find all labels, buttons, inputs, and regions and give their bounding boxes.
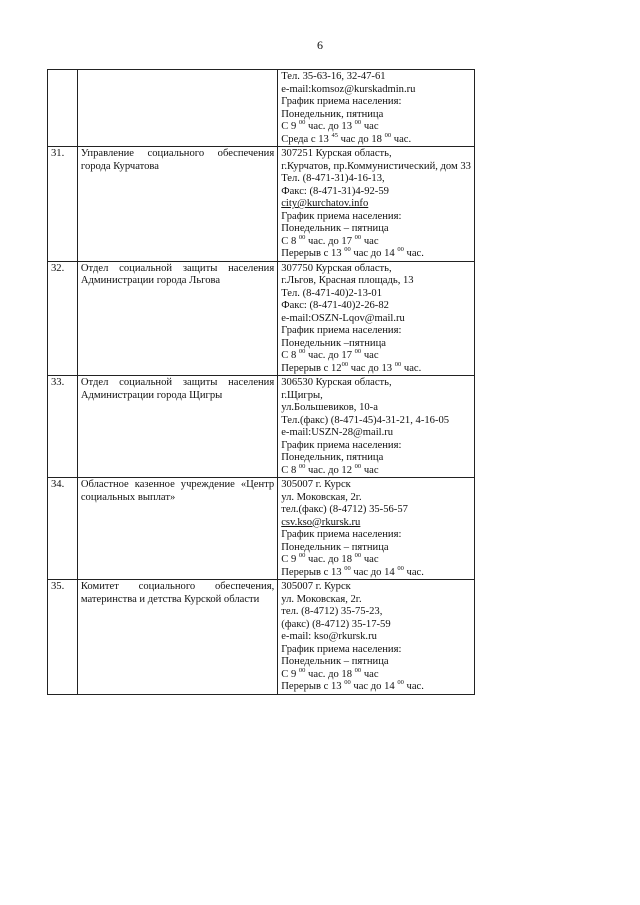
contact-line: С 8 $^{00}$ час. до 17 $^{00}$ час — [281, 233, 379, 247]
contact-line: График приема населения: — [281, 439, 402, 451]
contact-link[interactable]: city@kurchatov.info — [281, 198, 369, 209]
contact-line: С 8 $^{00}$ час. до 12 $^{00}$ час — [281, 462, 379, 476]
contact-line: Понедельник –пятница — [281, 337, 386, 349]
row-number: 34. — [48, 478, 78, 580]
table-row — [48, 147, 475, 262]
page-number: 6 — [317, 38, 323, 52]
row-number — [48, 70, 78, 147]
row-number: 31. — [48, 147, 78, 262]
contact-line: г.Курчатов, пр.Коммунистический, дом 33 — [281, 160, 471, 172]
organization-name: Областное казенное учреждение «Центр социальных выплат» — [77, 478, 277, 580]
contact-line: Тел. (8-471-40)2-13-01 — [281, 287, 383, 299]
contact-line: ул.Большевиков, 10-а — [281, 402, 378, 413]
contact-line: Перерыв с 13 $^{00}$ час до 14 $^{00}$ час. — [281, 564, 424, 578]
contact-line: Факс: (8-471-31)4-92-59 — [281, 185, 389, 197]
contact-line: Понедельник, пятница — [281, 108, 384, 120]
contact-line: С 9 $^{00}$ час. до 13 $^{00}$ час — [281, 119, 379, 132]
contact-link[interactable]: csv.kso@rkursk.ru — [281, 516, 361, 528]
contact-line: С 9 $^{00}$ час. до 18 $^{00}$ час — [281, 552, 379, 565]
contact-line: Факс: (8-471-40)2-26-82 — [281, 300, 389, 311]
contact-line: С 8 $^{00}$ час. до 17 $^{00}$ час — [281, 348, 379, 361]
contact-line: График приема населения: — [281, 96, 402, 107]
contact-line: e-mail:OSZN-Lqov@mail.ru — [281, 312, 405, 324]
contact-line — [281, 517, 471, 530]
contact-line: Среда с 13 $^{45}$ час до 18 $^{00}$ час. — [281, 131, 412, 145]
contact-line: График приема населения: — [281, 529, 402, 540]
contact-line: С 9 $^{00}$ час. до 18 $^{00}$ час — [281, 666, 379, 680]
contact-line: График приема населения: — [281, 210, 402, 222]
contact-line: Тел.(факс) (8-471-45)4-31-21, 4-16-05 — [281, 414, 450, 426]
contact-line: тел.(факс) (8-4712) 35-56-57 — [281, 504, 408, 515]
row-number: 35. — [48, 580, 78, 695]
contact-details — [278, 580, 475, 695]
contact-details — [278, 376, 475, 478]
contact-line: 306530 Курская область, — [281, 377, 392, 388]
contact-line: г.Льгов, Красная площадь, 13 — [281, 275, 414, 286]
organization-name: Комитет социального обеспечения, материнства и детства Курской области — [77, 580, 277, 695]
contact-line: Перерыв с 13 $^{00}$ час до 14 $^{00}$ час. — [281, 246, 424, 259]
contact-line: e-mail:USZN-28@mail.ru — [281, 427, 394, 438]
contact-details — [278, 478, 475, 580]
contact-line: ул. Моковская, 2г. — [281, 491, 362, 503]
row-number: 33. — [48, 376, 78, 478]
organization-name — [77, 70, 277, 147]
contact-line: тел. (8-4712) 35-75-23, — [281, 606, 383, 617]
contact-line: График приема населения: — [281, 325, 402, 336]
contact-line: Понедельник – пятница — [281, 656, 389, 667]
contact-line: г.Щигры, — [281, 389, 323, 401]
row-number: 32. — [48, 261, 78, 376]
table-row — [48, 70, 475, 147]
organization-name: Отдел социальной защиты населения Администрации города Льгова — [77, 261, 277, 376]
contact-line — [281, 198, 471, 211]
organization-name: Отдел социальной защиты населения Администрации города Щигры — [77, 376, 277, 478]
contact-line: Перерыв с 13 $^{00}$ час до 14 $^{00}$ час. — [281, 679, 424, 692]
contact-line: Тел. 35-63-16, 32-47-61 — [281, 71, 386, 82]
contact-line: 307251 Курская область, — [281, 148, 392, 159]
agency-table — [47, 69, 475, 695]
contact-line: (факс) (8-4712) 35-17-59 — [281, 618, 391, 630]
table-row — [48, 580, 475, 695]
contact-line: 307750 Курская область, — [281, 262, 392, 274]
table-row — [48, 376, 475, 478]
contact-line: График приема населения: — [281, 643, 402, 655]
contact-line: Тел. (8-471-31)4-16-13, — [281, 173, 385, 184]
contact-line: Понедельник – пятница — [281, 541, 389, 553]
table-row — [48, 478, 475, 580]
contact-details — [278, 70, 475, 147]
contact-details — [278, 147, 475, 262]
contact-line: e-mail: kso@rkursk.ru — [281, 631, 377, 642]
organization-name: Управление социального обеспечения города Курчатова — [77, 147, 277, 262]
contact-line: Понедельник, пятница — [281, 452, 384, 463]
contact-line: e-mail:komsoz@kurskadmin.ru — [281, 83, 416, 95]
contact-line: 305007 г. Курск — [281, 479, 351, 490]
contact-line: 305007 г. Курск — [281, 581, 351, 592]
contact-line: ул. Моковская, 2г. — [281, 593, 362, 605]
contact-line: Понедельник – пятница — [281, 223, 389, 234]
agency-table-body — [48, 70, 475, 695]
contact-line: Перерыв с $12^{00}$ час до 13 $^{00}$ час. — [281, 360, 422, 374]
contact-details — [278, 261, 475, 376]
table-row — [48, 261, 475, 376]
